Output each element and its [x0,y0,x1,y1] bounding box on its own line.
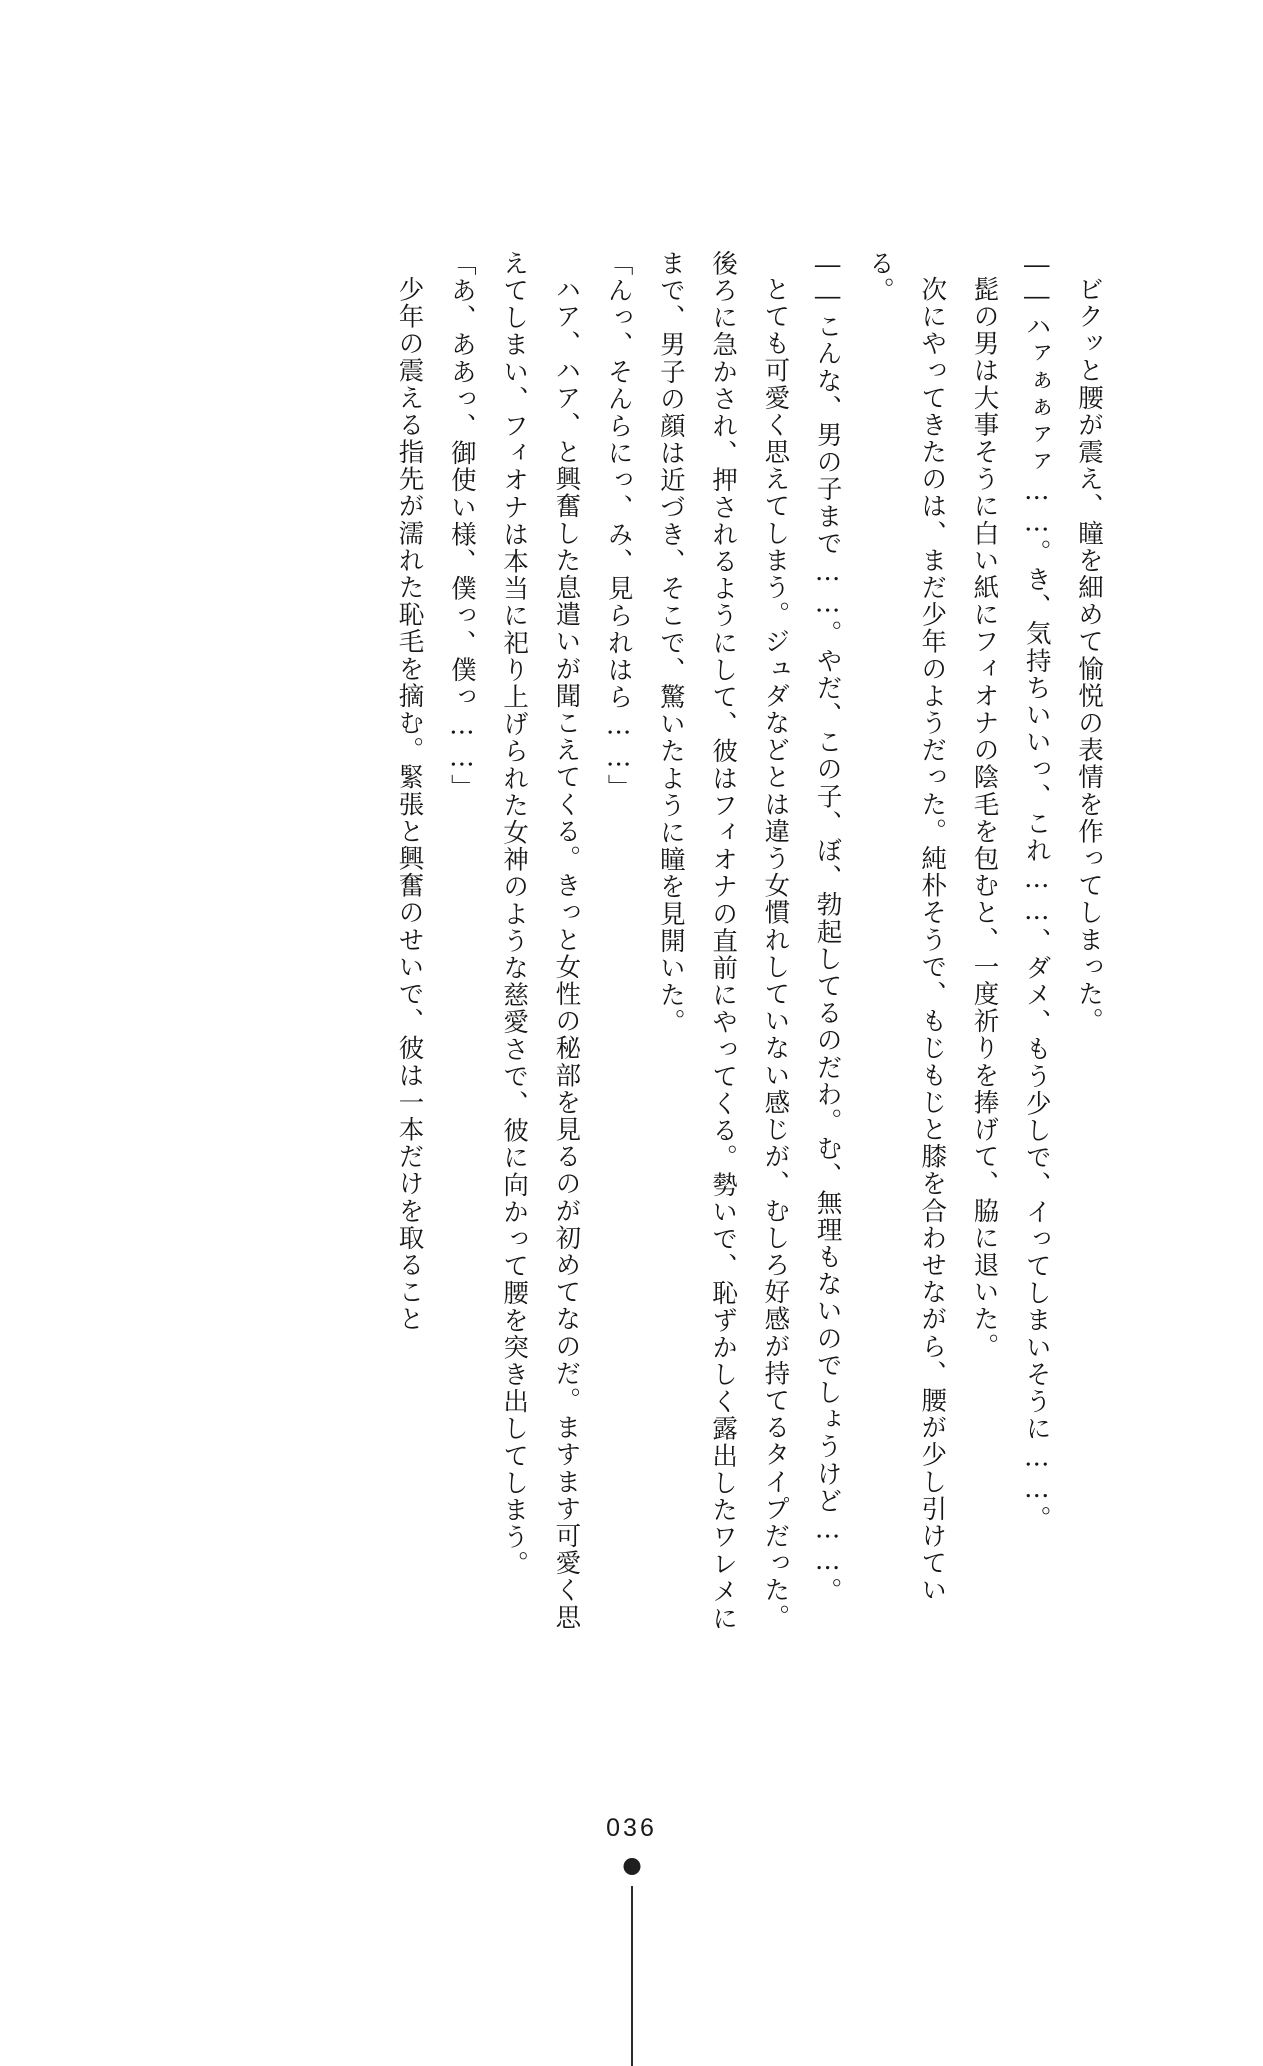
paragraph: ――ハァぁぁァァ……。き、気持ちいいっ、これ……、ダメ、もう少しで、イってしまいそうに……。 [1021,250,1052,1533]
footer-dot-ornament [623,1858,640,1875]
paragraph: ビクッと腰が震え、瞳を細めて愉悦の表情を作ってしまった。 [1074,276,1104,1035]
paragraph: とても可愛く思えてしまう。ジュダなどとは違う女慣れしていない感じが、むしろ好感が持てるタイプだった。後ろに急かされ、押されるようにして、彼はフィオナの直前にやってくる。勢いで、恥ずかしく露出したワレメにまで、男子の顔は近づき、そこで、驚いたように瞳を見開いた。 [655,250,791,1633]
paragraph: 次にやってきたのは、まだ少年のようだった。純朴そうで、もじもじと膝を合わせながら、腰が少し引けている。 [864,250,948,1604]
paragraph: ハア、ハア、と興奮した息遣いが聞こえてくる。きっと女性の秘部を見るのが初めてなのだ。ますます可愛く思えてしまい、フィオナは本当に祀り上げられた女神のような慈愛さで、彼に向かって腰を突き出してしまう。 [499,250,582,1631]
paragraph: 「んっ、そんらにっ、み、見られはら……」 [603,250,634,801]
page-number: 036 [606,1814,657,1842]
footer-vertical-rule [631,1886,633,2066]
paragraph: 髭の男は大事そうに白い紙にフィオナの陰毛を包むと、一度祈りを捧げて、脇に退いた。 [969,276,1000,1360]
paragraph: 「あ、ああっ、御使い様、僕っ、僕っ……」 [446,250,477,801]
paragraph: ――こんな、男の子まで……。やだ、この子、ぼ、勃起してるのだわ。む、無理もないのでしょうけど……。 [812,250,843,1605]
vertical-text-body [185,250,1115,1640]
paragraph: 少年の震える指先が濡れた恥毛を摘む。緊張と興奮のせいで、彼は一本だけを取ること [394,276,425,1333]
